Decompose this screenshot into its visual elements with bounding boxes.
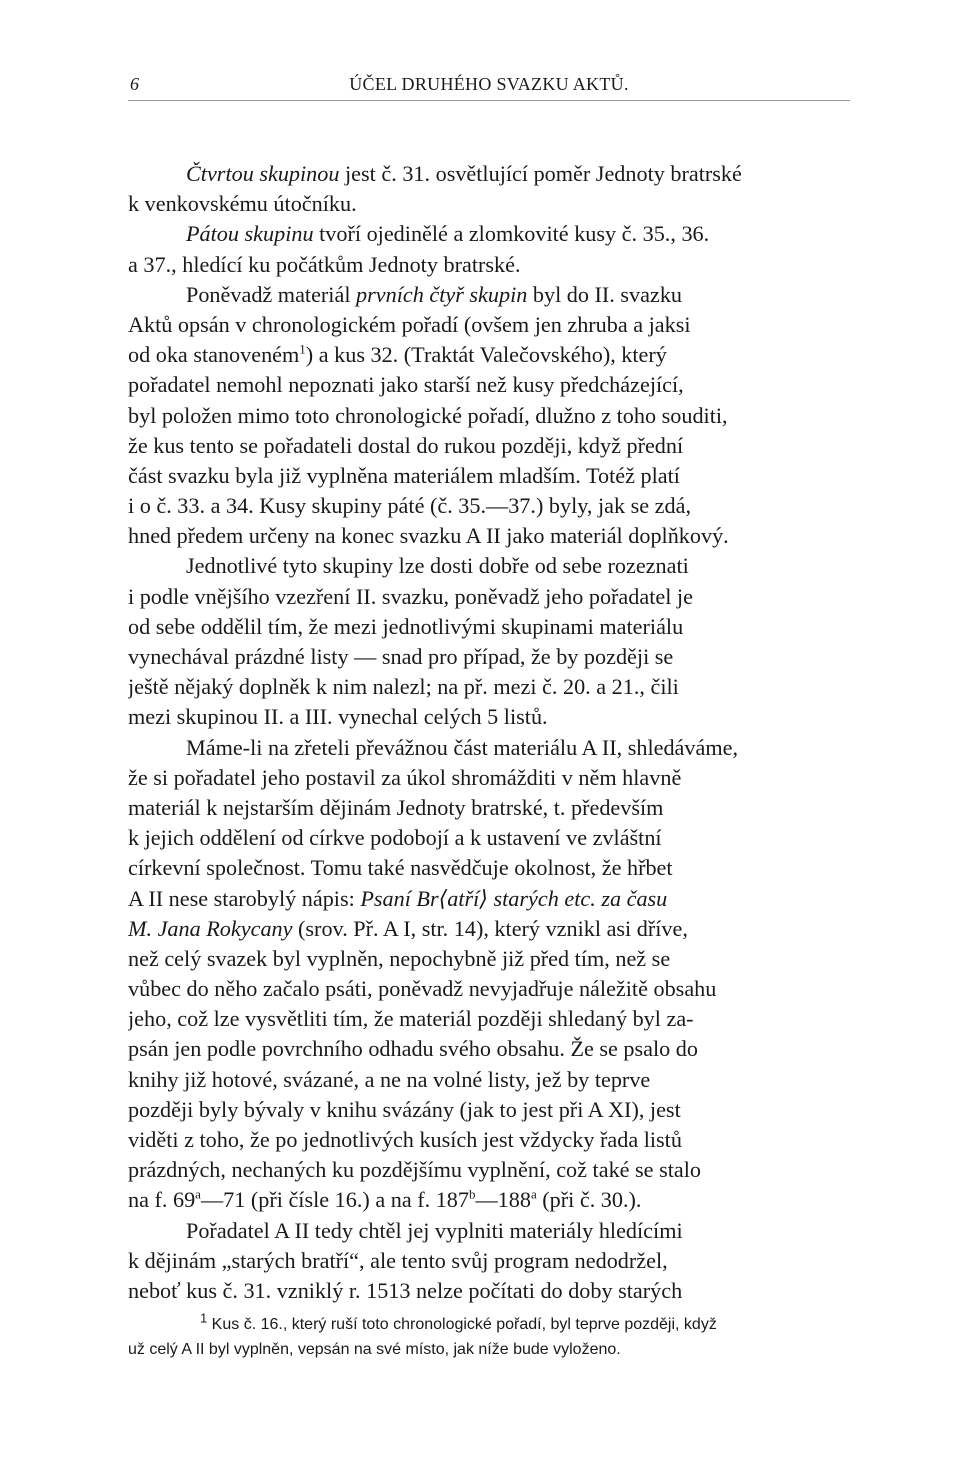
footnote-line [128,1312,852,1337]
text-run: (srov. Př. A I, str. 14), který vznikl asi dříve, [292,915,688,941]
text-line [128,884,852,914]
page-number: 6 [130,74,140,94]
superscript: 1 [299,341,306,357]
text-line [128,250,852,280]
text-run: od oka stanoveném [128,342,300,368]
text-run: že si pořadatel jeho postavil za úkol shromážditi v něm hlavně [128,764,682,790]
text-run: byl položen mimo toto chronologické pořadí, dlužno z toho souditi, [128,402,728,428]
text-line [128,340,852,370]
text-line [128,763,852,793]
text-line [128,1185,852,1215]
text-run: část svazku byla již vyplněna materiálem mladším. Totéž platí [128,462,680,488]
text-run: od sebe oddělil tím, že mezi jednotlivými skupinami materiálu [128,613,684,639]
italic-text: Pátou skupinu [186,221,314,247]
text-run: že kus tento se pořadateli dostal do rukou později, když přední [128,432,684,458]
text-line [128,853,852,883]
text-line [128,944,852,974]
text-line [128,672,852,702]
text-line [128,159,852,189]
text-line [128,431,852,461]
text-line [128,1155,852,1185]
text-line [128,310,852,340]
text-line [128,1095,852,1125]
text-run: Jednotlivé tyto skupiny lze dosti dobře od sebe rozeznati [186,553,689,579]
text-line [128,491,852,521]
text-run: na f. 69 [128,1187,196,1213]
superscript: a [530,1186,537,1202]
text-run: už celý A II byl vyplněn, vepsán na své místo, jak níže bude vyloženo. [128,1341,621,1358]
text-run: vůbec do něho začalo psáti, poněvadž nevyjadřuje náležitě obsahu [128,976,717,1002]
text-line [128,612,852,642]
text-run: ještě nějaký doplněk k nim nalezl; na př. mezi č. 20. a 21., čili [128,674,679,700]
text-run: prázdných, nechaných ku pozdějšímu vyplnění, což také se stalo [128,1157,701,1183]
text-run: k dějinám „starých bratří“, ale tento svůj program nedodržel, [128,1247,668,1273]
text-run: materiál k nejstarším dějinám Jednoty bratrské, t. především [128,794,664,820]
text-run: církevní společnost. Tomu také nasvědčuje okolnost, že hřbet [128,855,673,881]
text-run: k jejich oddělení od církve podobojí a k ustavení ve zvláštní [128,825,662,851]
superscript: b [468,1186,476,1202]
text-run: i o č. 33. a 34. Kusy skupiny páté (č. 35.—37.) byly, jak se zdá, [128,493,691,519]
header-rule [128,100,850,101]
text-run: viděti z toho, že po jednotlivých kusích jest vždycky řada listů [128,1127,682,1152]
text-line [128,823,852,853]
text-line [128,1246,852,1276]
text-line [128,370,852,400]
text-line [128,1125,852,1155]
running-title: ÚČEL DRUHÉHO SVAZKU AKTŮ. [349,74,629,94]
text-line [128,1065,852,1095]
text-line [128,793,852,823]
text-run: —188 [475,1187,531,1213]
text-line [128,401,852,431]
text-run: Kus č. 16., který ruší toto chronologické pořadí, byl teprve později, když [207,1316,717,1333]
text-line [128,582,852,612]
text-run: neboť kus č. 31. vzniklý r. 1513 nelze počítati do doby starých [128,1277,683,1303]
text-line [128,189,852,219]
superscript: 1 [200,1312,208,1326]
text-line [128,551,852,581]
text-line [128,974,852,1004]
text-run: Poněvadž materiál [186,281,357,307]
text-line [128,1276,852,1306]
text-run: Máme-li na zřeteli převážnou část materiálu A II, shledáváme, [186,734,738,760]
body-text [128,159,852,1306]
text-run: jeho, což lze vysvětliti tím, že materiál později shledaný byl za- [128,1006,694,1032]
text-run: tvoří ojedinělé a zlomkovité kusy č. 35., 36. [313,221,710,247]
text-run: A II nese starobylý nápis: [128,885,361,911]
text-run: vynechával prázdné listy — snad pro případ, že by později se [128,644,674,669]
text-run: než celý svazek byl vyplněn, nepochybně již před tím, než se [128,945,671,971]
page-header [128,74,850,98]
text-run: Aktů opsán v chronologickém pořadí (ovšem jen zhruba a jaksi [128,311,691,337]
text-line [128,280,852,310]
text-run: knihy již hotové, svázané, a ne na volné listy, jež by teprve [128,1066,651,1092]
text-line [128,914,852,944]
text-run: ) a kus 32. (Traktát Valečovského), který [305,342,667,368]
text-run: a 37., hledící ku počátkům Jednoty bratrské. [128,251,521,277]
text-line [128,1004,852,1034]
text-line [128,702,852,732]
italic-text: prvních čtyř skupin [356,281,528,307]
italic-text: Psaní Br⟨atří⟩ starých etc. za času [360,885,668,911]
text-run: jest č. 31. osvětlující poměr Jednoty bratrské [339,161,742,186]
text-line [128,461,852,491]
text-run: pořadatel nemohl nepoznati jako starší než kusy předcházející, [128,372,684,398]
text-line [128,642,852,672]
italic-text: Čtvrtou skupinou [186,161,340,186]
text-run: psán jen podle povrchního odhadu svého obsahu. Že se psalo do [128,1036,698,1062]
text-run: k venkovskému útočníku. [128,191,357,217]
italic-text: M. Jana Rokycany [128,915,293,941]
footnote-line [128,1337,852,1362]
superscript: a [195,1186,201,1202]
text-run: hned předem určeny na konec svazku A II jako materiál doplňkový. [128,523,729,549]
text-run: i podle vnějšího vzezření II. svazku, poněvadž jeho pořadatel je [128,583,693,609]
text-run: později byly bývaly v knihu svázány (jak to jest při A XI), jest [128,1096,681,1122]
text-run: —71 (při čísle 16.) a na f. 187 [200,1187,469,1213]
text-run: Pořadatel A II tedy chtěl jej vyplniti materiály hledícími [186,1217,683,1243]
text-run: byl do II. svazku [527,281,683,307]
text-line [128,521,852,551]
text-run: (při č. 30.). [536,1187,642,1213]
text-line [128,1216,852,1246]
footnotes [128,1312,852,1362]
text-line [128,733,852,763]
text-line [128,1034,852,1064]
text-line [128,219,852,249]
text-run: mezi skupinou II. a III. vynechal celých 5 listů. [128,704,548,730]
